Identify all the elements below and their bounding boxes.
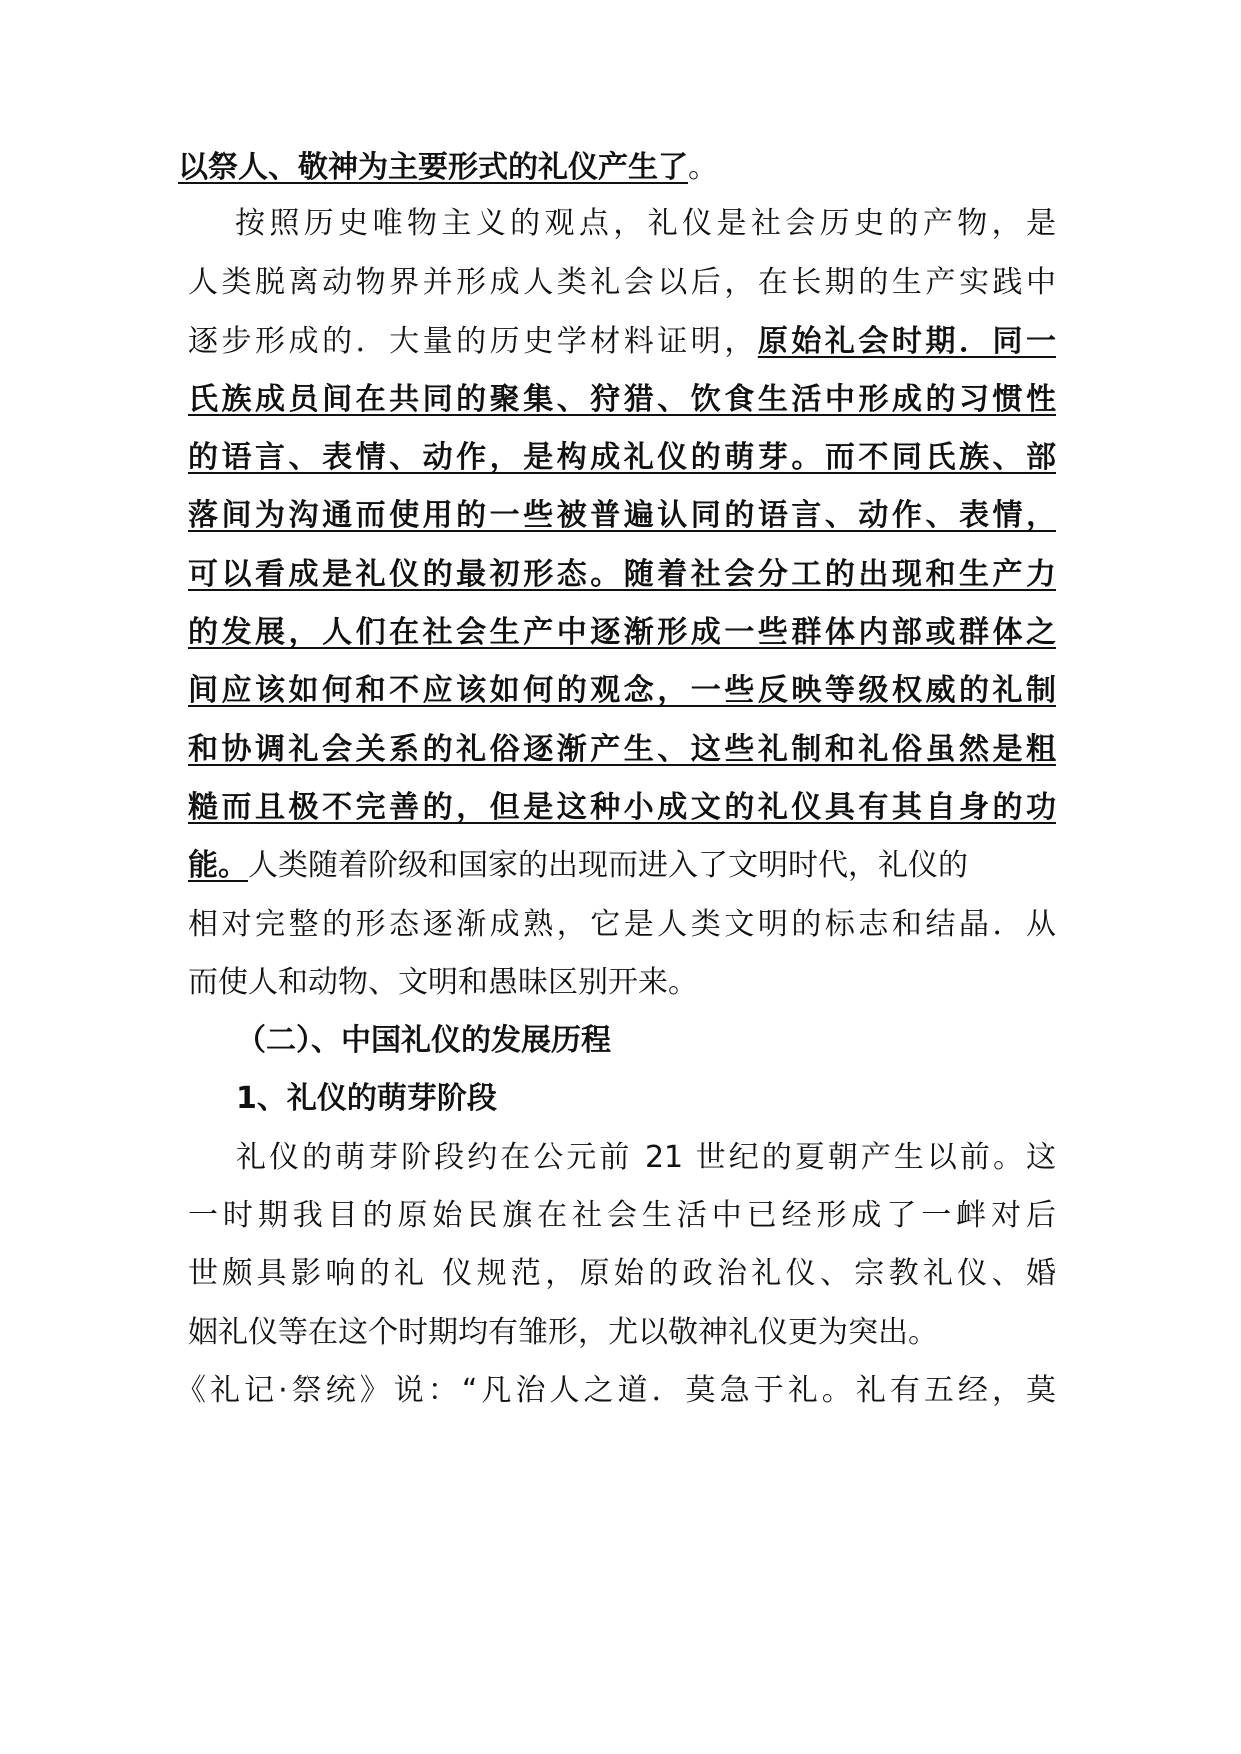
emphasized-line: 糙而且极不完善的，但是这种小成文的礼仪具有其自身的功: [188, 790, 1056, 825]
subsection-heading: 1、礼仪的萌芽阶段: [236, 1081, 497, 1116]
emphasized-line: 的语言、表情、动作，是构成礼仪的萌芽。而不同氏族、部: [188, 440, 1056, 475]
emphasized-line: 的发展，人们在社会生产中逐渐形成一些群体内部或群体之: [188, 615, 1056, 650]
paragraph-line: 《礼记·祭统》说：“凡治人之道．莫急于礼。礼有五经，莫: [176, 1373, 1056, 1408]
paragraph-line: [188, 842, 1056, 890]
paragraph-line: 相对完整的形态逐渐成熟，它是人类文明的标志和结晶．从: [188, 907, 1056, 942]
paragraph-line: 而使人和动物、文明和愚昧区别开来。: [188, 965, 698, 1000]
paragraph-line: 姻礼仪等在这个时期均有雏形，尤以敬神礼仪更为突出。: [188, 1315, 938, 1350]
emphasized-line: 氏族成员间在共同的聚集、狩猎、饮食生活中形成的习惯性: [188, 382, 1056, 417]
emphasized-text: 原始礼会时期．同一: [757, 324, 1056, 359]
emphasized-text: 能。: [188, 848, 248, 883]
paragraph-line: [188, 318, 1056, 366]
text-span: 逐步形成的．大量的历史学材料证明，: [188, 324, 758, 359]
text-span: 人类随着阶级和国家的出现而进入了文明时代，礼仪的: [248, 848, 968, 883]
paragraph-line: 按照历史唯物主义的观点，礼仪是社会历史的产物，是: [235, 206, 1056, 241]
paragraph-line: [178, 144, 1046, 192]
paragraph-line: 礼仪的萌芽阶段约在公元前 21 世纪的夏朝产生以前。这: [236, 1140, 1056, 1175]
paragraph-line: 世颇具影响的礼 仪规范，原始的政治礼仪、宗教礼仪、婚: [188, 1256, 1056, 1291]
emphasized-line: 和协调礼会关系的礼俗逐渐产生、这些礼制和礼俗虽然是粗: [188, 732, 1056, 767]
section-heading: （二）、中国礼仪的发展历程: [236, 1023, 611, 1058]
emphasized-line: 落间为沟通而使用的一些被普遍认同的语言、动作、表情，: [188, 498, 1056, 533]
text-span: 。: [688, 150, 718, 185]
paragraph-line: 一时期我目的原始民旗在社会生活中已经形成了一衅对后: [188, 1198, 1056, 1233]
paragraph-line: 人类脱离动物界并形成人类礼会以后，在长期的生产实践中: [188, 265, 1056, 300]
emphasized-text: 以祭人、敬神为主要形式的礼仪产生了: [178, 150, 688, 185]
emphasized-line: 间应该如何和不应该如何的观念，一些反映等级权威的礼制: [188, 673, 1056, 708]
emphasized-line: 可以看成是礼仪的最初形态。随着社会分工的出现和生产力: [188, 557, 1056, 592]
